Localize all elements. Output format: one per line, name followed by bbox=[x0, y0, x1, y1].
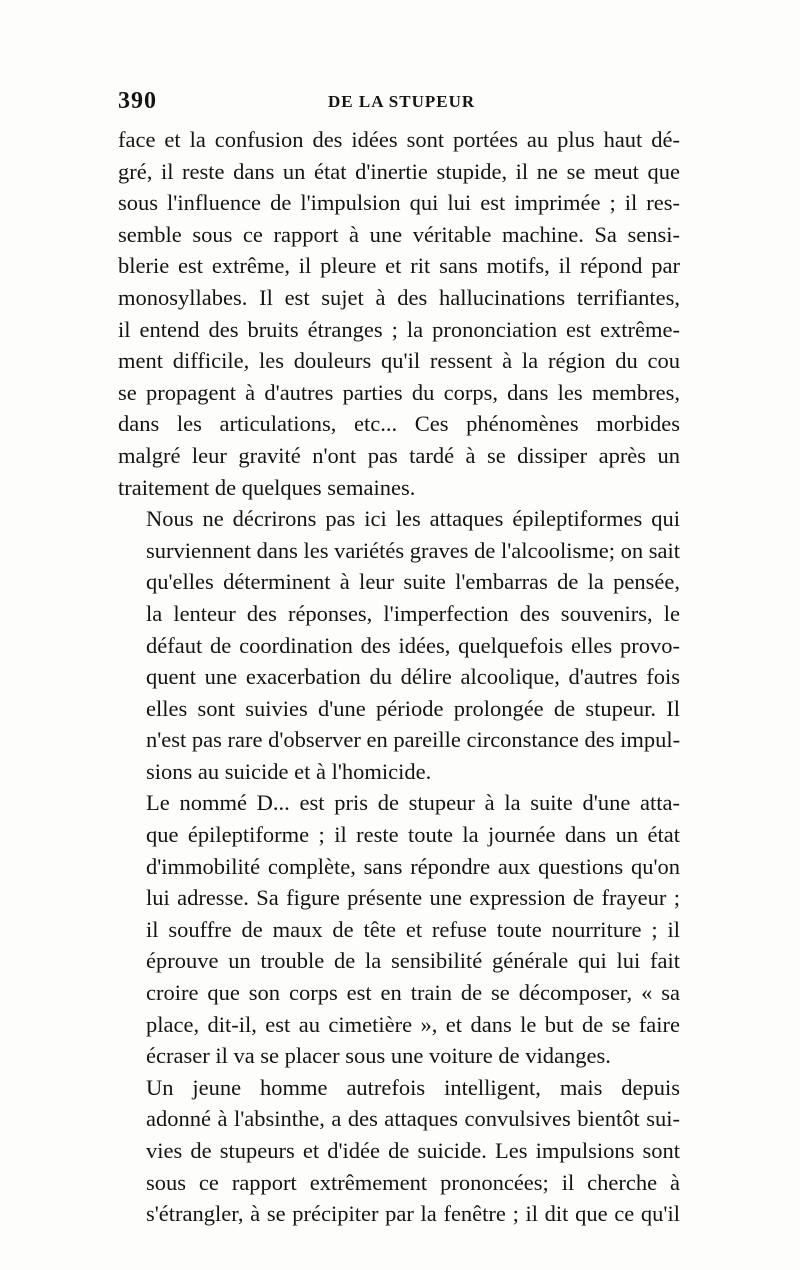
paragraph bbox=[118, 503, 680, 787]
text-line: face et la confusion des idées sont portées au plus haut dé- bbox=[118, 127, 680, 152]
paragraph bbox=[118, 1072, 680, 1230]
text-line: monosyllabes. Il est sujet à des hallucinations terrifiantes, bbox=[118, 284, 680, 310]
text-line: Nous ne décrirons pas ici les attaques épileptiformes qui bbox=[146, 506, 680, 532]
text-line: adonné à l'absinthe, a des attaques convulsives bientôt sui- bbox=[146, 1106, 680, 1132]
text-line: éprouve un trouble de la sensibilité générale qui lui fait bbox=[146, 948, 680, 974]
text-line: d'immobilité complète, sans répondre aux questions qu'on bbox=[146, 853, 680, 879]
text-line: ment difficile, les douleurs qu'il ressent à la région du cou bbox=[118, 348, 680, 374]
text-line: la lenteur des réponses, l'imperfection des souvenirs, le bbox=[146, 600, 680, 626]
text-line: sous ce rapport extrêmement prononcées; il cherche à bbox=[146, 1169, 680, 1195]
text-line: défaut de coordination des idées, quelquefois elles provo- bbox=[146, 632, 680, 658]
text-line: blerie est extrême, il pleure et rit sans motifs, il répond par bbox=[118, 253, 680, 279]
paragraph bbox=[118, 787, 680, 1071]
text-line: malgré leur gravité n'ont pas tardé à se dissiper après un bbox=[118, 442, 680, 468]
running-head bbox=[118, 88, 688, 118]
text-line: il souffre de maux de tête et refuse toute nourriture ; il bbox=[146, 916, 680, 942]
text-line: semble sous ce rapport à une véritable machine. Sa sensi- bbox=[118, 221, 680, 247]
text-line: écraser il va se placer sous une voiture de vidanges. bbox=[146, 1043, 611, 1069]
text-line: elles sont suivies d'une période prolongée de stupeur. Il bbox=[146, 695, 680, 721]
text-line: Le nommé D... est pris de stupeur à la suite d'une atta- bbox=[146, 790, 680, 816]
text-line: se propagent à d'autres parties du corps, dans les membres, bbox=[118, 379, 680, 405]
text-line: qu'elles déterminent à leur suite l'embarras de la pensée, bbox=[146, 569, 680, 595]
text-line: dans les articulations, etc... Ces phénomènes morbides bbox=[118, 411, 680, 437]
running-title: DE LA STUPEUR bbox=[328, 92, 476, 111]
text-line: surviennent dans les variétés graves de l'alcoolisme; on sait bbox=[146, 537, 680, 563]
text-line: gré, il reste dans un état d'inertie stupide, il ne se meut que bbox=[118, 158, 680, 184]
text-line: sions au suicide et à l'homicide. bbox=[146, 758, 432, 784]
text-line: place, dit-il, est au cimetière », et dans le but de se faire bbox=[146, 1011, 680, 1037]
text-line: croire que son corps est en train de se décomposer, « sa bbox=[146, 980, 680, 1006]
text-line: quent une exacerbation du délire alcoolique, d'autres fois bbox=[146, 664, 680, 690]
text-line: Un jeune homme autrefois intelligent, mais depuis bbox=[146, 1074, 680, 1100]
text-line: sous l'influence de l'impulsion qui lui est imprimée ; il res- bbox=[118, 190, 680, 216]
page-number: 390 bbox=[118, 88, 157, 114]
text-line: vies de stupeurs et d'idée de suicide. Les impulsions sont bbox=[146, 1138, 680, 1163]
text-line: s'étrangler, à se précipiter par la fenêtre ; il dit que ce qu'il bbox=[146, 1201, 680, 1227]
text-line: lui adresse. Sa figure présente une expression de frayeur ; bbox=[146, 885, 680, 911]
body-text bbox=[118, 124, 680, 1230]
paragraph bbox=[118, 124, 680, 503]
text-line: n'est pas rare d'observer en pareille circonstance des impul- bbox=[146, 727, 681, 753]
text-line: traitement de quelques semaines. bbox=[118, 474, 416, 500]
text-line: il entend des bruits étranges ; la prononciation est extrême- bbox=[118, 316, 680, 342]
text-line: que épileptiforme ; il reste toute la journée dans un état bbox=[146, 822, 680, 848]
